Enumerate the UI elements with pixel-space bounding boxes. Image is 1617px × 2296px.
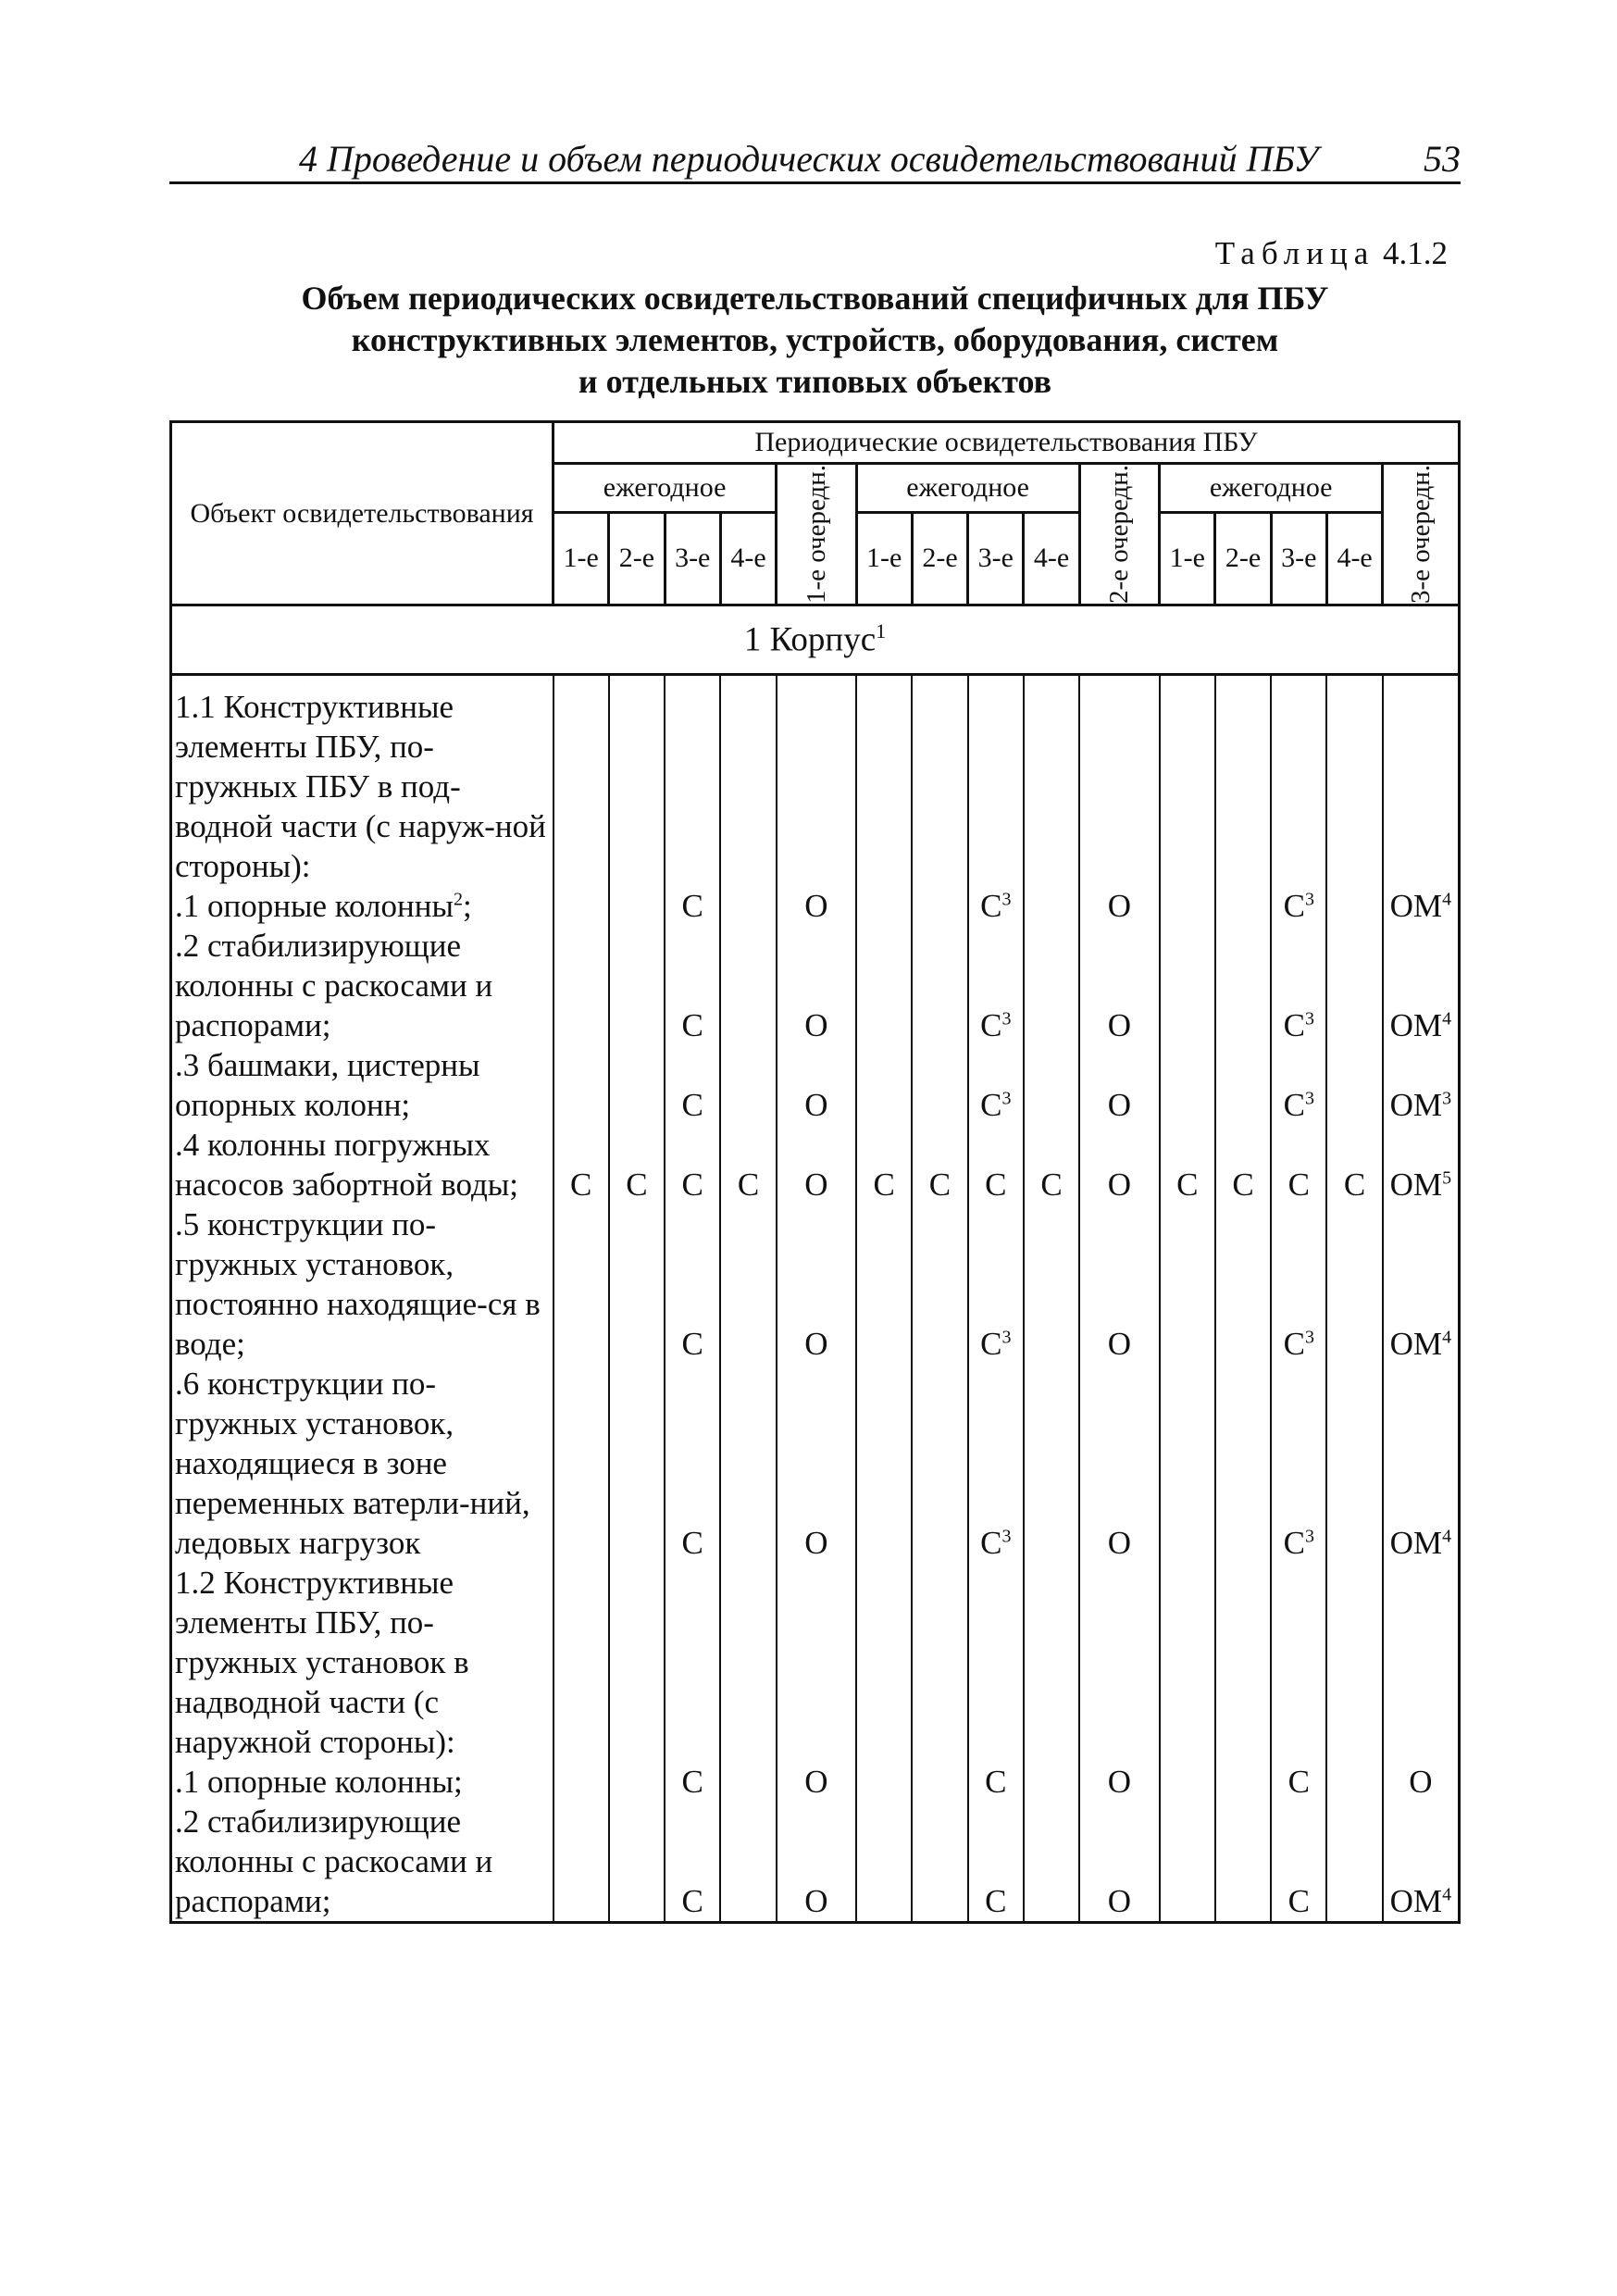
row-object — [171, 1802, 554, 1923]
header-year: 3-е — [665, 512, 720, 605]
cell-value: С — [681, 1326, 703, 1362]
row-object-text: 1.2 Конструктивные элементы ПБУ, по-гружных установок в надводной части (с наружной стороны): — [175, 1565, 469, 1760]
row-cell — [1215, 1802, 1271, 1923]
cell-value: С — [1287, 1167, 1310, 1203]
row-cell — [609, 1563, 665, 1762]
cell-value: ОМ — [1389, 1087, 1443, 1123]
row-cell — [1079, 1802, 1159, 1923]
page-number: 53 — [1424, 138, 1461, 180]
row-cell — [1160, 1125, 1215, 1204]
header-annual: ежегодное — [1160, 464, 1383, 513]
row-cell — [1160, 1563, 1215, 1762]
cell-value: О — [1107, 1007, 1132, 1043]
row-cell — [912, 1204, 967, 1364]
row-object-footnote-ref: 2 — [453, 889, 463, 910]
cell-value: ОМ — [1389, 1167, 1443, 1203]
row-cell — [609, 1125, 665, 1204]
row-cell — [1024, 926, 1079, 1045]
row-cell — [609, 1204, 665, 1364]
row-cell — [554, 687, 609, 886]
row-cell — [1160, 1045, 1215, 1125]
cell-footnote-ref: 3 — [1001, 889, 1012, 910]
row-cell — [968, 1802, 1024, 1923]
header-special-1 — [777, 464, 856, 605]
header-special-3-label: 3-е очередн. — [1406, 465, 1437, 604]
row-cell — [1326, 1204, 1382, 1364]
cell-value: С — [980, 1326, 1002, 1362]
row-object-text: .1 опорные колонны — [175, 888, 454, 924]
row-cell — [777, 1802, 856, 1923]
cell-value: О — [804, 1007, 828, 1043]
row-object-text: .3 башмаки, цистерны опорных колонн; — [175, 1047, 480, 1123]
cell-value: С — [681, 1764, 703, 1800]
row-cell — [968, 1364, 1024, 1563]
row-cell — [1326, 1364, 1382, 1563]
row-cell — [912, 886, 967, 926]
row-cell — [1024, 1762, 1079, 1802]
row-cell — [1024, 1364, 1079, 1563]
cell-footnote-ref: 3 — [1001, 1327, 1012, 1348]
header-year: 2-е — [1215, 512, 1271, 605]
cell-value: ОМ — [1389, 1326, 1443, 1362]
running-head-title: 4 Проведение и объем периодических освидетельствований ПБУ — [299, 138, 1319, 180]
row-cell — [856, 1125, 912, 1204]
cell-value: О — [804, 1883, 828, 1919]
row-cell — [554, 1364, 609, 1563]
row-cell — [777, 1204, 856, 1364]
row-cell — [1271, 1563, 1326, 1762]
cell-value: С — [1232, 1167, 1254, 1203]
row-cell — [1160, 1204, 1215, 1364]
row-cell — [1326, 926, 1382, 1045]
row-cell — [1271, 1125, 1326, 1204]
row-cell — [665, 886, 720, 926]
row-cell — [720, 886, 776, 926]
spacer-row — [171, 675, 1460, 688]
row-cell — [1383, 1563, 1460, 1762]
cell-value: С — [681, 1007, 703, 1043]
row-cell — [1326, 1045, 1382, 1125]
header-year: 1-е — [1160, 512, 1215, 605]
row-cell — [777, 1125, 856, 1204]
cell-value: О — [1409, 1764, 1433, 1800]
row-cell — [1024, 1802, 1079, 1923]
row-cell — [1271, 926, 1326, 1045]
section-title-text: 1 Корпус — [743, 620, 877, 659]
row-cell — [856, 687, 912, 886]
row-cell — [1079, 1364, 1159, 1563]
cell-footnote-ref: 3 — [1304, 889, 1314, 910]
row-cell — [856, 1802, 912, 1923]
row-object-text: .2 стабилизирующие колонны с раскосами и распорами; — [175, 1803, 493, 1919]
row-cell — [1215, 1563, 1271, 1762]
table-row — [171, 1762, 1460, 1802]
row-object-text: .2 стабилизирующие колонны с раскосами и распорами; — [175, 928, 493, 1043]
row-cell — [1160, 1762, 1215, 1802]
cell-value: С — [980, 1007, 1002, 1043]
row-cell — [1215, 687, 1271, 886]
row-cell — [1079, 886, 1159, 926]
section-row — [171, 605, 1460, 675]
row-cell — [1024, 1045, 1079, 1125]
cell-value: О — [1107, 1326, 1132, 1362]
header-special-1-label: 1-е очередн. — [801, 465, 831, 604]
cell-footnote-ref: 3 — [1304, 1088, 1314, 1109]
survey-table — [169, 420, 1461, 1924]
table-row — [171, 687, 1460, 886]
caption-line: Объем периодических освидетельствований специфичных для ПБУ — [301, 280, 1329, 317]
cell-value: С — [1287, 1883, 1310, 1919]
row-cell — [1024, 1563, 1079, 1762]
row-cell — [777, 926, 856, 1045]
row-cell — [554, 1802, 609, 1923]
row-object-text: .6 конструкции по-гружных установок, находящиеся в зоне переменных ватерли-ний, ледовых нагрузок — [175, 1366, 530, 1561]
row-object-text: 1.1 Конструктивные элементы ПБУ, по-гружных ПБУ в под-водной части (с наруж-ной стороны): — [175, 689, 546, 884]
row-cell — [609, 1045, 665, 1125]
row-cell — [1160, 1364, 1215, 1563]
row-cell — [1271, 886, 1326, 926]
row-cell — [665, 926, 720, 1045]
row-cell — [1271, 1802, 1326, 1923]
row-cell — [1271, 1045, 1326, 1125]
row-cell — [1271, 1364, 1326, 1563]
table-label-word: Таблица — [1214, 235, 1375, 271]
cell-footnote-ref: 4 — [1442, 889, 1452, 910]
row-object — [171, 1762, 554, 1802]
row-cell — [720, 1045, 776, 1125]
cell-footnote-ref: 3 — [1001, 1008, 1012, 1029]
row-cell — [1326, 1762, 1382, 1802]
row-cell — [968, 687, 1024, 886]
cell-footnote-ref: 4 — [1442, 1008, 1452, 1029]
header-annual: ежегодное — [554, 464, 777, 513]
cell-value: С — [737, 1167, 760, 1203]
cell-value: С — [1287, 1764, 1310, 1800]
row-cell — [912, 1563, 967, 1762]
row-cell — [912, 1125, 967, 1204]
row-cell — [777, 687, 856, 886]
cell-value: С — [1343, 1167, 1366, 1203]
row-cell — [554, 926, 609, 1045]
row-cell — [968, 926, 1024, 1045]
cell-footnote-ref: 4 — [1442, 1526, 1452, 1547]
cell-value: О — [804, 1167, 828, 1203]
cell-value: ОМ — [1389, 888, 1443, 924]
row-cell — [1383, 687, 1460, 886]
row-cell — [856, 1364, 912, 1563]
row-cell — [777, 1563, 856, 1762]
row-object-text: .4 колонны погружных насосов забортной воды; — [175, 1127, 519, 1203]
row-cell — [856, 1045, 912, 1125]
row-cell — [1326, 886, 1382, 926]
row-cell — [1271, 687, 1326, 886]
row-cell — [609, 1762, 665, 1802]
row-cell — [856, 1204, 912, 1364]
header-year: 1-е — [856, 512, 912, 605]
section-footnote-ref: 1 — [876, 619, 887, 643]
cell-value: С — [1283, 1326, 1305, 1362]
row-cell — [720, 1762, 776, 1802]
row-cell — [720, 1204, 776, 1364]
cell-value: С — [681, 1525, 703, 1561]
row-cell — [1024, 886, 1079, 926]
row-cell — [1079, 1563, 1159, 1762]
row-cell — [609, 926, 665, 1045]
row-cell — [1326, 687, 1382, 886]
row-cell — [912, 687, 967, 886]
cell-footnote-ref: 3 — [1001, 1526, 1012, 1547]
row-cell — [665, 1125, 720, 1204]
row-cell — [1160, 886, 1215, 926]
row-cell — [968, 1204, 1024, 1364]
row-object — [171, 886, 554, 926]
header-year: 1-е — [554, 512, 609, 605]
row-cell — [1383, 1125, 1460, 1204]
table-header — [171, 422, 1460, 605]
row-cell — [554, 1563, 609, 1762]
row-cell — [777, 1762, 856, 1802]
cell-footnote-ref: 3 — [1304, 1526, 1314, 1547]
cell-value: О — [804, 1764, 828, 1800]
header-special-3 — [1383, 464, 1460, 605]
row-cell — [1383, 1762, 1460, 1802]
row-object — [171, 1125, 554, 1204]
row-cell — [665, 1204, 720, 1364]
cell-value: С — [980, 888, 1002, 924]
row-cell — [554, 886, 609, 926]
table-caption — [169, 278, 1461, 403]
cell-value: О — [804, 1326, 828, 1362]
row-object — [171, 1204, 554, 1364]
header-year: 2-е — [912, 512, 967, 605]
cell-value: С — [928, 1167, 952, 1203]
cell-value: С — [569, 1167, 592, 1203]
header-year: 4-е — [1326, 512, 1382, 605]
header-periodic: Периодические освидетельствования ПБУ — [554, 422, 1460, 464]
row-cell — [665, 1364, 720, 1563]
row-cell — [1383, 1204, 1460, 1364]
row-cell — [609, 1802, 665, 1923]
cell-value: С — [985, 1764, 1007, 1800]
row-cell — [912, 1802, 967, 1923]
cell-value: С — [1176, 1167, 1199, 1203]
cell-value: С — [681, 1883, 703, 1919]
row-object — [171, 1563, 554, 1762]
row-object — [171, 1045, 554, 1125]
cell-footnote-ref: 4 — [1442, 1327, 1452, 1348]
section-title — [171, 605, 1460, 675]
row-cell — [1271, 1762, 1326, 1802]
caption-line: конструктивных элементов, устройств, оборудования, систем — [351, 321, 1279, 358]
header-special-2 — [1079, 464, 1159, 605]
table-label-number: 4.1.2 — [1383, 235, 1448, 271]
row-object — [171, 687, 554, 886]
cell-value: О — [1107, 1764, 1132, 1800]
row-cell — [1383, 1802, 1460, 1923]
cell-value: С — [980, 1525, 1002, 1561]
cell-value: С — [681, 888, 703, 924]
row-cell — [912, 926, 967, 1045]
cell-value: С — [681, 1087, 703, 1123]
table-row — [171, 1125, 1460, 1204]
row-cell — [777, 1045, 856, 1125]
header-annual: ежегодное — [856, 464, 1079, 513]
row-cell — [1326, 1802, 1382, 1923]
row-cell — [665, 1762, 720, 1802]
row-cell — [720, 926, 776, 1045]
cell-footnote-ref: 3 — [1001, 1088, 1012, 1109]
cell-footnote-ref: 3 — [1304, 1327, 1314, 1348]
row-cell — [1079, 687, 1159, 886]
header-year: 3-е — [1271, 512, 1326, 605]
cell-footnote-ref: 3 — [1304, 1008, 1314, 1029]
row-object-text: .1 опорные колонны; — [175, 1764, 463, 1800]
table-row — [171, 886, 1460, 926]
row-cell — [1215, 886, 1271, 926]
row-cell — [609, 1364, 665, 1563]
table-row — [171, 1563, 1460, 1762]
row-cell — [1326, 1563, 1382, 1762]
row-cell — [1383, 1364, 1460, 1563]
row-cell — [777, 1364, 856, 1563]
row-object — [171, 926, 554, 1045]
row-cell — [1271, 1204, 1326, 1364]
row-cell — [1024, 1204, 1079, 1364]
row-cell — [720, 1125, 776, 1204]
cell-value: С — [980, 1087, 1002, 1123]
row-cell — [1383, 926, 1460, 1045]
row-cell — [1079, 1204, 1159, 1364]
row-cell — [1215, 1364, 1271, 1563]
row-cell — [912, 1045, 967, 1125]
cell-value: С — [985, 1883, 1007, 1919]
row-cell — [720, 1802, 776, 1923]
row-cell — [720, 1364, 776, 1563]
row-cell — [1383, 1045, 1460, 1125]
cell-value: О — [1107, 1525, 1132, 1561]
cell-footnote-ref: 3 — [1442, 1088, 1452, 1109]
cell-value: ОМ — [1389, 1007, 1443, 1043]
row-cell — [1383, 886, 1460, 926]
cell-footnote-ref: 4 — [1442, 1884, 1452, 1905]
cell-value: С — [1283, 1525, 1305, 1561]
row-cell — [912, 1762, 967, 1802]
table-row — [171, 1802, 1460, 1923]
table-label — [1215, 235, 1448, 272]
row-cell — [665, 1563, 720, 1762]
cell-value: С — [1283, 888, 1305, 924]
cell-value: С — [1040, 1167, 1063, 1203]
row-cell — [968, 886, 1024, 926]
row-cell — [777, 886, 856, 926]
row-cell — [609, 886, 665, 926]
row-cell — [856, 1563, 912, 1762]
row-cell — [1326, 1125, 1382, 1204]
row-cell — [968, 1563, 1024, 1762]
row-cell — [1079, 1125, 1159, 1204]
cell-value: О — [1107, 1167, 1132, 1203]
caption-line: и отдельных типовых объектов — [578, 363, 1052, 400]
row-cell — [554, 1045, 609, 1125]
cell-value: О — [1107, 888, 1132, 924]
row-cell — [1215, 1045, 1271, 1125]
row-cell — [1024, 1125, 1079, 1204]
row-cell — [968, 1045, 1024, 1125]
table-row — [171, 1204, 1460, 1364]
row-cell — [856, 1762, 912, 1802]
row-cell — [720, 687, 776, 886]
row-cell — [1160, 1802, 1215, 1923]
header-year: 4-е — [1024, 512, 1079, 605]
cell-value: С — [985, 1167, 1007, 1203]
table-row — [171, 926, 1460, 1045]
cell-value: О — [1107, 1883, 1132, 1919]
row-cell — [720, 1563, 776, 1762]
cell-value: С — [626, 1167, 648, 1203]
row-cell — [1215, 1125, 1271, 1204]
header-special-2-label: 2-е очередн. — [1104, 465, 1135, 604]
cell-value: ОМ — [1389, 1883, 1443, 1919]
row-cell — [1079, 1762, 1159, 1802]
row-cell — [665, 1802, 720, 1923]
row-cell — [665, 687, 720, 886]
row-cell — [554, 1125, 609, 1204]
cell-footnote-ref: 5 — [1442, 1167, 1452, 1189]
row-cell — [1215, 926, 1271, 1045]
cell-value: С — [681, 1167, 703, 1203]
row-cell — [912, 1364, 967, 1563]
cell-value: О — [804, 1087, 828, 1123]
row-object-text: .5 конструкции по-гружных установок, постоянно находящие-ся в воде; — [175, 1206, 541, 1362]
table-rows — [171, 687, 1460, 1923]
cell-value: О — [1107, 1087, 1132, 1123]
cell-value: С — [873, 1167, 895, 1203]
row-cell — [554, 1204, 609, 1364]
row-cell — [1079, 926, 1159, 1045]
row-object — [171, 1364, 554, 1563]
row-cell — [856, 926, 912, 1045]
cell-value: ОМ — [1389, 1525, 1443, 1561]
running-head — [169, 139, 1461, 184]
row-cell — [665, 1045, 720, 1125]
table-row — [171, 1364, 1460, 1563]
row-cell — [1079, 1045, 1159, 1125]
row-cell — [554, 1762, 609, 1802]
row-cell — [1160, 926, 1215, 1045]
row-cell — [1160, 687, 1215, 886]
row-object-tail: ; — [462, 888, 472, 924]
header-year: 2-е — [609, 512, 665, 605]
header-object: Объект освидетельствования — [171, 422, 554, 605]
row-cell — [1215, 1762, 1271, 1802]
cell-value: О — [804, 1525, 828, 1561]
row-cell — [1024, 687, 1079, 886]
cell-value: С — [1283, 1087, 1305, 1123]
table-row — [171, 1045, 1460, 1125]
header-year: 4-е — [720, 512, 776, 605]
header-year: 3-е — [968, 512, 1024, 605]
cell-value: С — [1283, 1007, 1305, 1043]
row-cell — [609, 687, 665, 886]
row-cell — [968, 1125, 1024, 1204]
row-cell — [968, 1762, 1024, 1802]
row-cell — [1215, 1204, 1271, 1364]
table-body — [171, 605, 1460, 688]
cell-value: О — [804, 888, 828, 924]
row-cell — [856, 886, 912, 926]
